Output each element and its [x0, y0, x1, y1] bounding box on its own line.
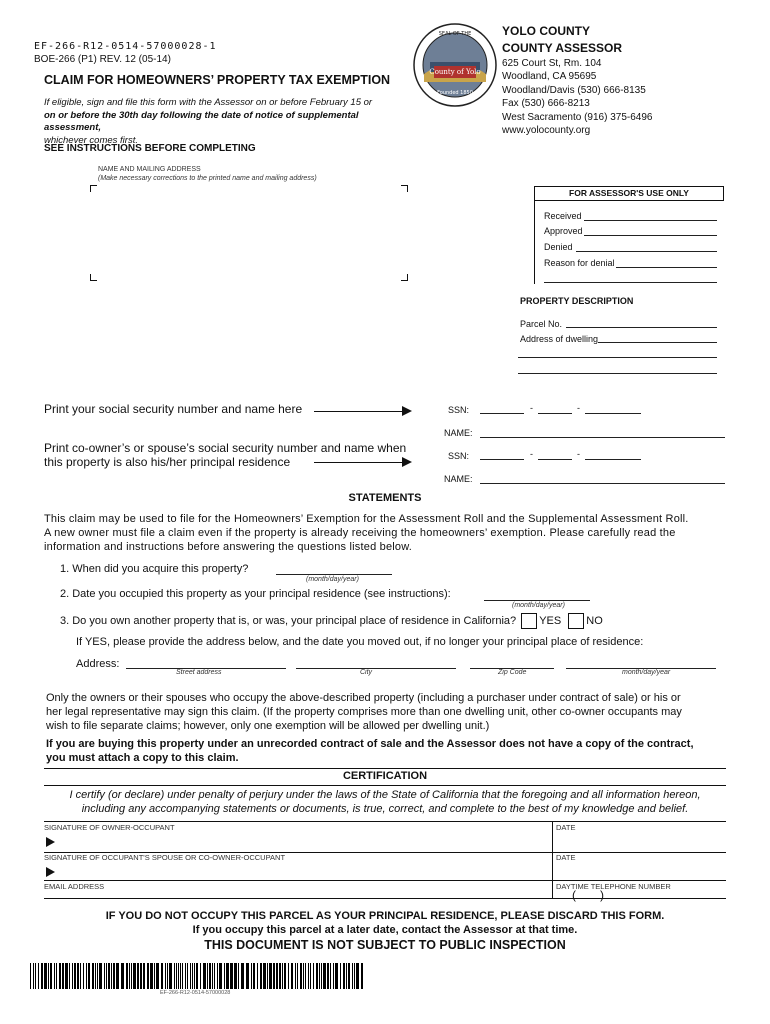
certification-text-2: including any accompanying statements or documents, is true, correct, and complete to the best of my knowledge and belief. [81, 802, 689, 815]
yes-label: YES [539, 614, 562, 627]
assessor-address-1: 625 Court St, Rm. 104 [502, 58, 602, 69]
filing-deadline: If eligible, sign and file this form with the Assessor on or before February 15 or on or before the 30th day following the date of notice of supplemental assessment, whichever comes first. [44, 97, 373, 146]
contract-notice-1: If you are buying this property under an unrecorded contract of sale and the Assessor does not have a copy of the contract, [46, 738, 694, 750]
ssn-prompt-coowner [44, 441, 406, 469]
other-city-field[interactable] [296, 668, 456, 669]
discard-notice: IF YOU DO NOT OCCUPY THIS PARCEL AS YOUR PRINCIPAL RESIDENCE, PLEASE DISCARD THIS FORM. [105, 910, 665, 922]
ssn-prompt-owner: Print your social security number and name here [44, 402, 303, 416]
assessor-county: YOLO COUNTY [502, 24, 591, 38]
certification-text [44, 789, 726, 816]
spouse-signature-label: SIGNATURE OF OCCUPANT'S SPOUSE OR CO-OWNER-OCCUPANT [44, 853, 286, 862]
dwelling-address-label: Address of dwelling [520, 334, 599, 344]
assessor-phone-westsac: West Sacramento (916) 375-6496 [502, 111, 653, 123]
date-hint-2: (month/day/year) [512, 602, 565, 609]
question-3 [60, 613, 603, 629]
date-hint-1: (month/day/year) [306, 576, 359, 583]
ssn-2-part-2[interactable] [538, 459, 572, 460]
dwelling-address-field-2[interactable] [518, 357, 717, 358]
dash-2b: - [577, 449, 580, 459]
contract-notice-2: you must attach a copy to this claim. [46, 751, 239, 764]
phone-paren-open: ( [572, 888, 576, 902]
certification-title: CERTIFICATION [342, 770, 428, 782]
contact-notice: If you occupy this parcel at a later date, contact the Assessor at that time. [192, 924, 578, 936]
moved-hint: month/day/year [622, 669, 671, 676]
dwelling-address-field[interactable] [598, 342, 717, 343]
barcode-icon [30, 963, 364, 989]
dash-1b: - [577, 403, 580, 413]
denied-field[interactable] [576, 251, 717, 252]
mailing-address-area[interactable] [90, 185, 408, 281]
assessor-website[interactable]: www.yolocounty.org [502, 125, 591, 137]
owner-date-field[interactable] [556, 832, 724, 850]
form-revision: BOE-266 (P1) REV. 12 (05-14) [34, 54, 171, 65]
assessor-office: COUNTY ASSESSOR [502, 41, 623, 55]
received-label: Received [544, 211, 582, 221]
zip-hint: Zip Code [498, 669, 527, 676]
spouse-signature-field[interactable] [58, 862, 548, 878]
approved-field[interactable] [584, 235, 717, 236]
ssn-1-part-2[interactable] [538, 413, 572, 414]
question-2: 2. Date you occupied this property as your principal residence (see instructions): [60, 588, 451, 600]
phone-field[interactable] [580, 890, 720, 900]
approved-label: Approved [544, 226, 583, 236]
assessor-address-2: Woodland, CA 95695 [502, 71, 597, 83]
owner-signature-label: SIGNATURE OF OWNER-OCCUPANT [44, 823, 175, 832]
reason-field[interactable] [616, 267, 717, 268]
reason-field-2[interactable] [544, 282, 717, 283]
eligibility-2: her legal representative may sign this claim. (If the property comprises more than one dwelling unit, other co-owner occupants may [46, 706, 682, 718]
statements-intro-2: A new owner must file a claim even if the property is already receiving the homeowners’ exemption. Please carefully read the [44, 527, 676, 539]
no-checkbox[interactable] [568, 613, 584, 629]
occupied-date-field[interactable] [484, 600, 590, 601]
county-seal-icon [412, 22, 498, 108]
see-instructions: SEE INSTRUCTIONS BEFORE COMPLETING [44, 143, 256, 154]
received-field[interactable] [584, 220, 717, 221]
email-label: EMAIL ADDRESS [44, 882, 105, 891]
ssn-2-part-3[interactable] [585, 459, 641, 460]
parcel-field[interactable] [566, 327, 717, 328]
form-id: EF-266-R12-0514-57000028-1 [34, 41, 217, 52]
ssn-2-part-1[interactable] [480, 459, 524, 460]
mailing-note: (Make necessary corrections to the printed name and mailing address) [98, 175, 317, 182]
assessor-contact [502, 57, 652, 137]
ssn-1-part-1[interactable] [480, 413, 524, 414]
dwelling-address-field-3[interactable] [518, 373, 717, 374]
date-label-1: DATE [556, 823, 576, 832]
sign-here-icon [46, 837, 55, 847]
barcode-text: EF-266-R12-0514-57000028 [160, 990, 231, 996]
owner-signature-field[interactable] [58, 832, 548, 850]
street-hint: Street address [176, 669, 222, 676]
address-label: Address: [76, 658, 120, 670]
mailing-label: NAME AND MAILING ADDRESS [98, 166, 201, 173]
name-label-2: NAME: [444, 474, 473, 484]
seal-top-text: SEAL OF THE [438, 31, 472, 37]
seal-name: County of Yolo [429, 68, 481, 76]
phone-label: DAYTIME TELEPHONE NUMBER [556, 882, 671, 891]
date-label-2: DATE [556, 853, 576, 862]
certification-text-1: I certify (or declare) under penalty of perjury under the laws of the State of California that the foregoing and all information hereon, [69, 789, 701, 801]
property-title: PROPERTY DESCRIPTION [520, 296, 634, 306]
yes-checkbox[interactable] [521, 613, 537, 629]
denied-label: Denied [544, 242, 573, 252]
assessor-phone-woodland: Woodland/Davis (530) 666-8135 [502, 84, 646, 96]
statements-intro-3: information and instructions before answering the questions listed below. [44, 541, 413, 553]
name-field-1[interactable] [480, 437, 725, 438]
acquired-date-field[interactable] [276, 574, 392, 575]
contract-notice [46, 738, 736, 765]
dash-2a: - [530, 449, 533, 459]
statements-intro [44, 512, 734, 554]
dash-1a: - [530, 403, 533, 413]
ssn-label-1: SSN: [448, 405, 470, 415]
no-label: NO [586, 614, 603, 627]
phone-paren-close: ) [600, 888, 604, 902]
eligibility-text [46, 691, 736, 733]
seal-bottom-text: Founded 1850 [437, 90, 473, 96]
assessor-use-box [534, 186, 724, 201]
ssn-prompt-coowner-2: this property is also his/her principal residence [44, 455, 291, 469]
reason-label: Reason for denial [544, 258, 615, 268]
certification-header [44, 768, 726, 786]
parcel-label: Parcel No. [520, 319, 563, 329]
ssn-1-part-3[interactable] [585, 413, 641, 414]
eligibility-1: Only the owners or their spouses who occupy the above-described property (including a purchaser under contract of sale) or his or [46, 692, 681, 704]
arrow-right-icon [314, 462, 410, 463]
ssn-prompt-coowner-1: Print co-owner’s or spouse’s social security number and name when [44, 441, 407, 455]
public-inspection-notice: THIS DOCUMENT IS NOT SUBJECT TO PUBLIC INSPECTION [204, 938, 566, 952]
spouse-date-field[interactable] [556, 862, 724, 878]
question-3-followup: If YES, please provide the address below, and the date you moved out, if no longer your principal place of residence: [76, 636, 644, 648]
statements-intro-1: This claim may be used to file for the Homeowners’ Exemption for the Assessment Roll and the Supplemental Assessment Roll. [44, 513, 689, 525]
ssn-label-2: SSN: [448, 451, 470, 461]
email-field[interactable] [44, 890, 544, 899]
assessor-use-title: FOR ASSESSOR'S USE ONLY [569, 188, 689, 198]
question-3-text: 3. Do you own another property that is, or was, your principal place of residence in California? [60, 614, 517, 627]
statements-title: STATEMENTS [348, 492, 422, 504]
name-label-1: NAME: [444, 428, 473, 438]
question-1: 1. When did you acquire this property? [60, 563, 249, 575]
sign-here-icon [46, 867, 55, 877]
eligibility-3: wish to file separate claims; however, only one exemption will be allowed per dwelling unit.) [46, 720, 490, 732]
assessor-fax: Fax (530) 666-8213 [502, 98, 590, 110]
arrow-right-icon [314, 411, 410, 412]
city-hint: City [360, 669, 373, 676]
form-title: CLAIM FOR HOMEOWNERS’ PROPERTY TAX EXEMPTION [44, 73, 391, 87]
name-field-2[interactable] [480, 483, 725, 484]
